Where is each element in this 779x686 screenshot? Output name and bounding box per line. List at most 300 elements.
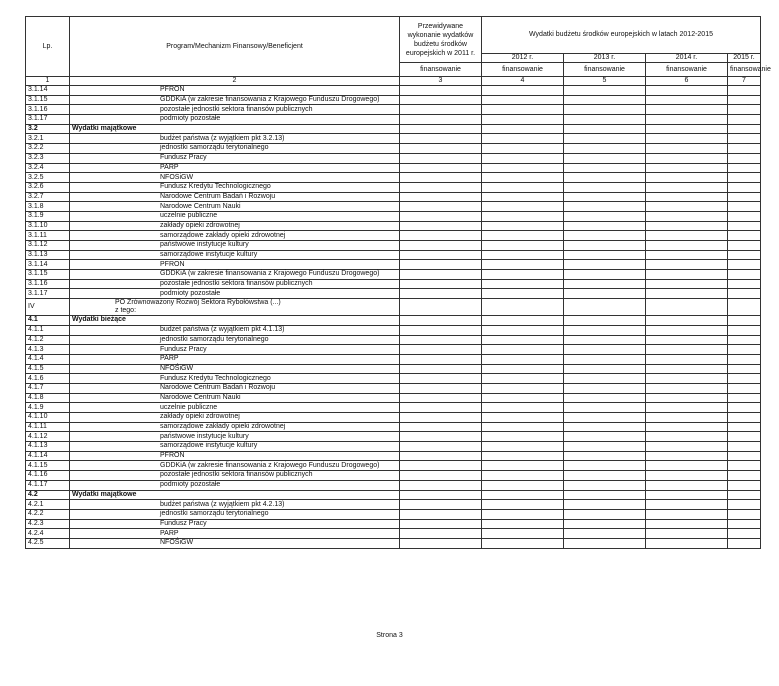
- row-label: PFRON: [70, 260, 400, 270]
- row-label: [70, 299, 400, 316]
- value-cell: [728, 144, 761, 154]
- table-row: [26, 250, 761, 260]
- value-cell: [482, 144, 564, 154]
- value-cell: [564, 490, 646, 500]
- value-cell: [728, 471, 761, 481]
- value-cell: [728, 364, 761, 374]
- row-label: PFRON: [70, 451, 400, 461]
- value-cell: [482, 163, 564, 173]
- value-cell: [728, 500, 761, 510]
- value-cell: [564, 442, 646, 452]
- value-cell: [400, 451, 482, 461]
- value-cell: [646, 316, 728, 326]
- value-cell: [646, 211, 728, 221]
- header-finansowanie: finansowanie: [646, 63, 728, 77]
- row-lp: 4.1.16: [26, 471, 70, 481]
- value-cell: [482, 451, 564, 461]
- value-cell: [482, 500, 564, 510]
- row-lp: 3.2.2: [26, 144, 70, 154]
- row-lp: 3.1.16: [26, 279, 70, 289]
- table-row: [26, 413, 761, 423]
- value-cell: [564, 279, 646, 289]
- table-row: [26, 538, 761, 548]
- value-cell: [728, 316, 761, 326]
- value-cell: [400, 221, 482, 231]
- row-lp: 3.1.17: [26, 289, 70, 299]
- header-year-2015: 2015 r.: [728, 54, 761, 63]
- value-cell: [564, 374, 646, 384]
- value-cell: [564, 192, 646, 202]
- value-cell: [728, 461, 761, 471]
- value-cell: [728, 202, 761, 212]
- row-label-line2: z tego:: [115, 307, 137, 315]
- value-cell: [400, 134, 482, 144]
- value-cell: [400, 442, 482, 452]
- table-row: [26, 231, 761, 241]
- row-label: Narodowe Centrum Nauki: [70, 393, 400, 403]
- value-cell: [400, 250, 482, 260]
- value-cell: [646, 461, 728, 471]
- row-lp: 4.1.15: [26, 461, 70, 471]
- value-cell: [646, 105, 728, 115]
- row-label: Narodowe Centrum Nauki: [70, 202, 400, 212]
- value-cell: [482, 374, 564, 384]
- value-cell: [400, 173, 482, 183]
- value-cell: [482, 335, 564, 345]
- col-number: 4: [482, 77, 564, 86]
- row-lp: 4.1.5: [26, 364, 70, 374]
- value-cell: [400, 95, 482, 105]
- value-cell: [728, 480, 761, 490]
- value-cell: [482, 422, 564, 432]
- value-cell: [564, 144, 646, 154]
- value-cell: [482, 260, 564, 270]
- value-cell: [646, 335, 728, 345]
- col-number: 2: [70, 77, 400, 86]
- value-cell: [482, 364, 564, 374]
- value-cell: [400, 316, 482, 326]
- value-cell: [646, 95, 728, 105]
- row-lp: 4.1.10: [26, 413, 70, 423]
- value-cell: [728, 231, 761, 241]
- value-cell: [728, 105, 761, 115]
- value-cell: [646, 202, 728, 212]
- header-lp: Lp.: [26, 17, 70, 77]
- value-cell: [564, 325, 646, 335]
- table-row: [26, 173, 761, 183]
- table-row: [26, 144, 761, 154]
- row-label: Fundusz Pracy: [70, 519, 400, 529]
- value-cell: [564, 163, 646, 173]
- row-lp: 4.2.4: [26, 529, 70, 539]
- value-cell: [564, 432, 646, 442]
- row-lp: 4.1.1: [26, 325, 70, 335]
- value-cell: [400, 461, 482, 471]
- value-cell: [564, 153, 646, 163]
- row-label: zakłady opieki zdrowotnej: [70, 221, 400, 231]
- value-cell: [400, 345, 482, 355]
- value-cell: [400, 231, 482, 241]
- table-row: [26, 335, 761, 345]
- table-row: [26, 192, 761, 202]
- value-cell: [728, 374, 761, 384]
- table-row: [26, 461, 761, 471]
- row-label: Fundusz Pracy: [70, 153, 400, 163]
- header-year-2012: 2012 r.: [482, 54, 564, 63]
- row-label: jednostki samorządu terytorialnego: [70, 144, 400, 154]
- row-label: budżet państwa (z wyjątkiem pkt 4.1.13): [70, 325, 400, 335]
- header-finansowanie: finansowanie: [728, 63, 761, 77]
- value-cell: [646, 451, 728, 461]
- row-label: GDDKiA (w zakresie finansowania z Krajowego Funduszu Drogowego): [70, 95, 400, 105]
- value-cell: [482, 124, 564, 134]
- value-cell: [564, 86, 646, 96]
- value-cell: [482, 519, 564, 529]
- table-row: [26, 153, 761, 163]
- value-cell: [482, 173, 564, 183]
- value-cell: [400, 354, 482, 364]
- row-lp: 4.2.1: [26, 500, 70, 510]
- value-cell: [482, 221, 564, 231]
- value-cell: [728, 182, 761, 192]
- value-cell: [400, 538, 482, 548]
- col-number: 6: [646, 77, 728, 86]
- row-label: państwowe instytucje kultury: [70, 432, 400, 442]
- row-lp: 4.1.11: [26, 422, 70, 432]
- value-cell: [400, 519, 482, 529]
- value-cell: [400, 270, 482, 280]
- value-cell: [646, 519, 728, 529]
- table-row: [26, 500, 761, 510]
- value-cell: [564, 403, 646, 413]
- value-cell: [482, 134, 564, 144]
- table-row: [26, 95, 761, 105]
- row-lp: 4.1.12: [26, 432, 70, 442]
- row-lp: 4.1.8: [26, 393, 70, 403]
- value-cell: [482, 299, 564, 316]
- value-cell: [482, 432, 564, 442]
- value-cell: [564, 211, 646, 221]
- table-row: [26, 105, 761, 115]
- value-cell: [646, 192, 728, 202]
- table-body: [26, 86, 761, 549]
- value-cell: [564, 202, 646, 212]
- row-label: NFOŚiGW: [70, 364, 400, 374]
- value-cell: [564, 173, 646, 183]
- value-cell: [728, 451, 761, 461]
- value-cell: [564, 480, 646, 490]
- value-cell: [400, 279, 482, 289]
- value-cell: [482, 529, 564, 539]
- value-cell: [728, 270, 761, 280]
- value-cell: [400, 471, 482, 481]
- table-row: [26, 374, 761, 384]
- value-cell: [400, 289, 482, 299]
- table-row: [26, 134, 761, 144]
- value-cell: [728, 529, 761, 539]
- value-cell: [646, 393, 728, 403]
- table-row: [26, 163, 761, 173]
- row-label: samorządowe instytucje kultury: [70, 442, 400, 452]
- row-lp: 4.2.3: [26, 519, 70, 529]
- row-lp: 3.2.1: [26, 134, 70, 144]
- value-cell: [728, 250, 761, 260]
- value-cell: [564, 241, 646, 251]
- value-cell: [400, 86, 482, 96]
- value-cell: [728, 192, 761, 202]
- value-cell: [646, 354, 728, 364]
- value-cell: [564, 299, 646, 316]
- value-cell: [728, 173, 761, 183]
- row-lp: 4.2.2: [26, 509, 70, 519]
- value-cell: [564, 393, 646, 403]
- header-wydatki: Wydatki budżetu środków europejskich w latach 2012-2015: [482, 17, 761, 54]
- value-cell: [728, 134, 761, 144]
- value-cell: [728, 260, 761, 270]
- row-lp: 3.1.9: [26, 211, 70, 221]
- value-cell: [564, 413, 646, 423]
- value-cell: [482, 383, 564, 393]
- value-cell: [728, 163, 761, 173]
- table-row: [26, 260, 761, 270]
- value-cell: [646, 374, 728, 384]
- header-finansowanie: finansowanie: [564, 63, 646, 77]
- value-cell: [646, 250, 728, 260]
- row-label-line1: PO Zrównoważony Rozwój Sektora Rybołówstwa (...): [115, 299, 281, 307]
- row-label: PARP: [70, 529, 400, 539]
- row-label: NFOŚiGW: [70, 538, 400, 548]
- value-cell: [400, 153, 482, 163]
- row-label: PFRON: [70, 86, 400, 96]
- row-lp: 3.1.14: [26, 86, 70, 96]
- value-cell: [400, 480, 482, 490]
- value-cell: [728, 211, 761, 221]
- value-cell: [400, 144, 482, 154]
- table-row: [26, 289, 761, 299]
- value-cell: [728, 345, 761, 355]
- value-cell: [646, 383, 728, 393]
- table-row: [26, 124, 761, 134]
- value-cell: [646, 260, 728, 270]
- value-cell: [728, 153, 761, 163]
- value-cell: [400, 105, 482, 115]
- row-lp: 3.2.6: [26, 182, 70, 192]
- value-cell: [400, 241, 482, 251]
- value-cell: [564, 422, 646, 432]
- value-cell: [482, 241, 564, 251]
- value-cell: [728, 519, 761, 529]
- value-cell: [482, 105, 564, 115]
- row-lp: 4.1.2: [26, 335, 70, 345]
- value-cell: [646, 153, 728, 163]
- budget-table: [25, 16, 771, 549]
- value-cell: [646, 422, 728, 432]
- value-cell: [564, 383, 646, 393]
- col-number: 1: [26, 77, 70, 86]
- value-cell: [728, 325, 761, 335]
- row-label: Fundusz Kredytu Technologicznego: [70, 374, 400, 384]
- col-number: 3: [400, 77, 482, 86]
- table-row: [26, 354, 761, 364]
- row-lp: 3.1.14: [26, 260, 70, 270]
- value-cell: [646, 432, 728, 442]
- table-row: [26, 393, 761, 403]
- value-cell: [564, 335, 646, 345]
- table-row: [26, 345, 761, 355]
- value-cell: [646, 144, 728, 154]
- row-lp: 3.2.4: [26, 163, 70, 173]
- value-cell: [646, 529, 728, 539]
- row-lp: 3.1.17: [26, 115, 70, 125]
- value-cell: [564, 270, 646, 280]
- table-row: [26, 509, 761, 519]
- value-cell: [646, 490, 728, 500]
- row-label: Narodowe Centrum Badań i Rozwoju: [70, 192, 400, 202]
- row-label: GDDKiA (w zakresie finansowania z Krajowego Funduszu Drogowego): [70, 270, 400, 280]
- value-cell: [564, 529, 646, 539]
- value-cell: [482, 325, 564, 335]
- row-label: PARP: [70, 163, 400, 173]
- value-cell: [400, 413, 482, 423]
- value-cell: [400, 182, 482, 192]
- row-label: jednostki samorządu terytorialnego: [70, 335, 400, 345]
- row-lp: 3.1.12: [26, 241, 70, 251]
- value-cell: [482, 490, 564, 500]
- value-cell: [728, 115, 761, 125]
- value-cell: [482, 115, 564, 125]
- value-cell: [564, 451, 646, 461]
- row-lp: 3.1.16: [26, 105, 70, 115]
- value-cell: [482, 231, 564, 241]
- value-cell: [646, 173, 728, 183]
- header-finansowanie: finansowanie: [482, 63, 564, 77]
- value-cell: [728, 279, 761, 289]
- table-row: [26, 202, 761, 212]
- value-cell: [728, 509, 761, 519]
- row-lp: 3.1.8: [26, 202, 70, 212]
- value-cell: [482, 250, 564, 260]
- header-year-2014: 2014 r.: [646, 54, 728, 63]
- page-number: Strona 3: [376, 632, 403, 639]
- value-cell: [728, 95, 761, 105]
- row-label: zakłady opieki zdrowotnej: [70, 413, 400, 423]
- value-cell: [564, 221, 646, 231]
- value-cell: [564, 115, 646, 125]
- table-row: [26, 480, 761, 490]
- value-cell: [482, 153, 564, 163]
- value-cell: [400, 403, 482, 413]
- value-cell: [646, 413, 728, 423]
- value-cell: [646, 509, 728, 519]
- value-cell: [482, 95, 564, 105]
- value-cell: [482, 461, 564, 471]
- row-label: pozostałe jednostki sektora finansów publicznych: [70, 471, 400, 481]
- row-lp: 4.2.5: [26, 538, 70, 548]
- value-cell: [564, 509, 646, 519]
- row-label: Wydatki majątkowe: [70, 490, 400, 500]
- row-label: Fundusz Kredytu Technologicznego: [70, 182, 400, 192]
- value-cell: [564, 182, 646, 192]
- value-cell: [400, 202, 482, 212]
- row-lp: 3.2.3: [26, 153, 70, 163]
- value-cell: [646, 500, 728, 510]
- row-label: uczelnie publiczne: [70, 403, 400, 413]
- value-cell: [482, 192, 564, 202]
- table-row: [26, 451, 761, 461]
- row-label: pozostałe jednostki sektora finansów publicznych: [70, 279, 400, 289]
- value-cell: [646, 299, 728, 316]
- row-lp: 4.1.9: [26, 403, 70, 413]
- table-row: [26, 422, 761, 432]
- value-cell: [728, 289, 761, 299]
- row-lp: 3.1.11: [26, 231, 70, 241]
- value-cell: [646, 471, 728, 481]
- value-cell: [400, 335, 482, 345]
- value-cell: [646, 241, 728, 251]
- value-cell: [728, 413, 761, 423]
- row-lp: 3.2: [26, 124, 70, 134]
- value-cell: [482, 289, 564, 299]
- table-row: [26, 241, 761, 251]
- value-cell: [400, 325, 482, 335]
- row-label: PARP: [70, 354, 400, 364]
- value-cell: [482, 403, 564, 413]
- value-cell: [646, 163, 728, 173]
- row-lp: 3.1.10: [26, 221, 70, 231]
- table-row: [26, 364, 761, 374]
- value-cell: [646, 124, 728, 134]
- table-row: [26, 221, 761, 231]
- value-cell: [482, 413, 564, 423]
- row-lp: 4.1.6: [26, 374, 70, 384]
- row-label: budżet państwa (z wyjątkiem pkt 4.2.13): [70, 500, 400, 510]
- value-cell: [400, 163, 482, 173]
- value-cell: [646, 279, 728, 289]
- row-label: samorządowe zakłady opieki zdrowotnej: [70, 422, 400, 432]
- value-cell: [564, 124, 646, 134]
- table-row: [26, 383, 761, 393]
- row-label: samorządowe instytucje kultury: [70, 250, 400, 260]
- value-cell: [482, 345, 564, 355]
- value-cell: [564, 134, 646, 144]
- value-cell: [646, 182, 728, 192]
- value-cell: [728, 335, 761, 345]
- value-cell: [400, 422, 482, 432]
- value-cell: [646, 86, 728, 96]
- value-cell: [564, 260, 646, 270]
- value-cell: [400, 299, 482, 316]
- value-cell: [728, 241, 761, 251]
- value-cell: [482, 442, 564, 452]
- value-cell: [400, 192, 482, 202]
- row-label: samorządowe zakłady opieki zdrowotnej: [70, 231, 400, 241]
- value-cell: [646, 270, 728, 280]
- row-lp: 3.2.7: [26, 192, 70, 202]
- header-finansowanie: finansowanie: [400, 63, 482, 77]
- value-cell: [646, 134, 728, 144]
- value-cell: [482, 393, 564, 403]
- value-cell: [564, 519, 646, 529]
- value-cell: [400, 124, 482, 134]
- value-cell: [646, 325, 728, 335]
- table-row: [26, 279, 761, 289]
- value-cell: [728, 383, 761, 393]
- value-cell: [728, 86, 761, 96]
- value-cell: [728, 124, 761, 134]
- row-lp: 3.1.15: [26, 270, 70, 280]
- value-cell: [482, 279, 564, 289]
- table-row: [26, 442, 761, 452]
